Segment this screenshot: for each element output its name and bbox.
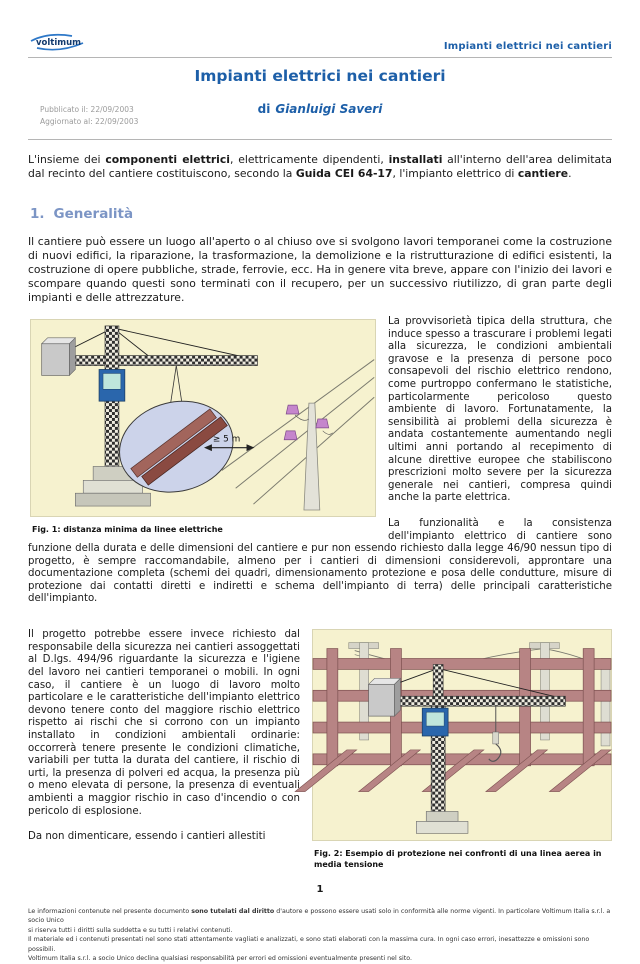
header-divider [28, 57, 612, 58]
insulator-icon [316, 419, 329, 428]
fig1-crane-power-line-illustration [31, 320, 375, 512]
updated-date: Aggiornato al: 22/09/2003 [40, 116, 139, 126]
fig2-scaffolding-protection-illustration [313, 630, 611, 836]
footer-line: Le informazioni contenute nel presente documento sono tutelati dal diritto d'autore e possono essere usati solo in conformità alle norme vigenti. In particolare Voltimum Italia s.r.l. a socio Unico [28, 908, 611, 925]
paragraph-progetto: Il progetto potrebbe essere invece richiesto dal responsabile della sicurezza nei cantieri assoggettati al D.lgs. 494/96 riguardante la sicurezza e l'igiene del lavoro nei cantieri temporanei o mobili. In ogni caso, il cantiere è un luogo di lavoro molto particolare e le caratteristiche dell'impianto elettrico devono tenere conto del maggiore rischio elettrico rispetto ai rischi che si corrono con un impianto installato in condizioni ambientali ordinarie: occorrerà tenere presente le condizioni climatiche, variabili per tutta la durata del cantiere, il rischio di urti, la presenza di polveri ed acqua, la presenza più o meno elevata di persone, la presenza di eventuali ambienti a maggior rischio in caso d'incendio o con pericolo di esplosione. [28, 629, 300, 817]
figure-1-caption: Fig. 1: distanza minima da linee elettriche [32, 525, 223, 534]
voltimum-logo [28, 32, 86, 52]
intro-paragraph: L'insieme dei componenti elettrici, elettricamente dipendenti, installati all'interno dell'area delimitata dal recinto del cantiere costituiscono, secondo la Guida CEI 64-17, l'impianto elettrico di cantiere. [28, 153, 612, 180]
figure2-text-block [28, 629, 612, 878]
published-date: Pubblicato il: 22/09/2003 [40, 105, 134, 114]
insulator-icon [286, 405, 299, 414]
figure1-text-block [28, 316, 612, 616]
footer-line: Voltimum Italia s.r.l. a socio Unico declina qualsiasi responsabilità per errori ed omissioni eventualmente presenti nel sito. [28, 955, 412, 963]
publication-dates [40, 104, 138, 127]
paragraph-provvisorieta: La provvisorietà tipica della struttura, che induce spesso a trascurare i problemi legati alla sicurezza, le condizioni ambientali gravose e la presenza di persone poco consapevoli del rischio elettrico rendono, come purtroppo confermano le statistiche, particolarmente pericoloso questo ambiente di lavoro. Fortunatamente, la sensibilità ai problemi della sicurezza è andata costantemente aumentando negli ultimi anni portando al recepimento di alcune direttive europee che stabiliscono prescrizioni molto severe per la sicurezza generale nei cantieri, compresa quindi anche la parte elettrica. [388, 316, 612, 504]
figure-2-caption: Fig. 2: Esempio di protezione nei confronti di una linea aerea in media tensione [314, 849, 602, 869]
voltimum-logo-icon [28, 32, 86, 52]
title-divider [28, 139, 612, 140]
logo-text: voltimum [36, 38, 82, 48]
figure-2-frame [312, 629, 612, 841]
section-label: Generalità [53, 206, 134, 222]
section-number: 1. [30, 206, 45, 222]
byline-author: Gianluigi Saveri [275, 102, 383, 116]
figure-2 [312, 629, 612, 876]
document-title: Impianti elettrici nei cantieri [194, 67, 446, 85]
footer-line: si riserva tutti i diritti sulla suddetta e su tutti i relativi contenuti. [28, 926, 233, 934]
footer-disclaimer [28, 907, 612, 964]
page-header [0, 0, 640, 57]
distance-label: ≥ 5 m [212, 434, 241, 445]
figure-1-frame [30, 319, 376, 517]
paragraph-da-non-dimenticare: Da non dimenticare, essendo i cantieri allestiti [28, 831, 266, 843]
page-number: 1 [316, 884, 324, 896]
byline-prefix: di [257, 102, 271, 116]
running-title: Impianti elettrici nei cantieri [443, 41, 612, 52]
paragraph-funzionalita: La funzionalità e la consistenza dell'impianto elettrico di cantiere sono funzione della durata e delle dimensioni del cantiere e pur non essendo richiesto dalla legge 46/90 nessun tipo di progetto, è sempre raccomandabile, almeno per i cantieri di dimensioni considerevoli, approntare una documentazione completa (schemi dei quadri, dimensionamento protezione e posa delle condutture, misure di protezione dai contatti diretti e indiretti e schema dell'impianto di terra) delle principali caratteristiche dell'impianto. [28, 517, 612, 605]
paragraph-cantiere: Il cantiere può essere un luogo all'aperto o al chiuso ove si svolgono lavori temporanei come la costruzione di nuovi edifici, la riparazione, la trasformazione, la demolizione e la ristrutturazione di edifici esistenti, la costruzione di opere pubbliche, strade, ferrovie, ecc. Ha in genere vita breve, appare con l'inizio dei lavori e scompare quando questi sono terminati con il recupero, per un successivo riutilizzo, di gran parte degli impianti e delle attrezzature. [28, 235, 612, 304]
footer-line: Il materiale ed i contenuti presentati nel sono stati attentamente vagliati e analizzati, e sono stati elaborati con la massima cura. In ogni caso errori, inesattezze e omissioni sono possibili. [28, 936, 590, 953]
insulator-icon [284, 431, 297, 440]
figure-1 [30, 319, 376, 541]
section-heading-generalita [30, 206, 612, 222]
